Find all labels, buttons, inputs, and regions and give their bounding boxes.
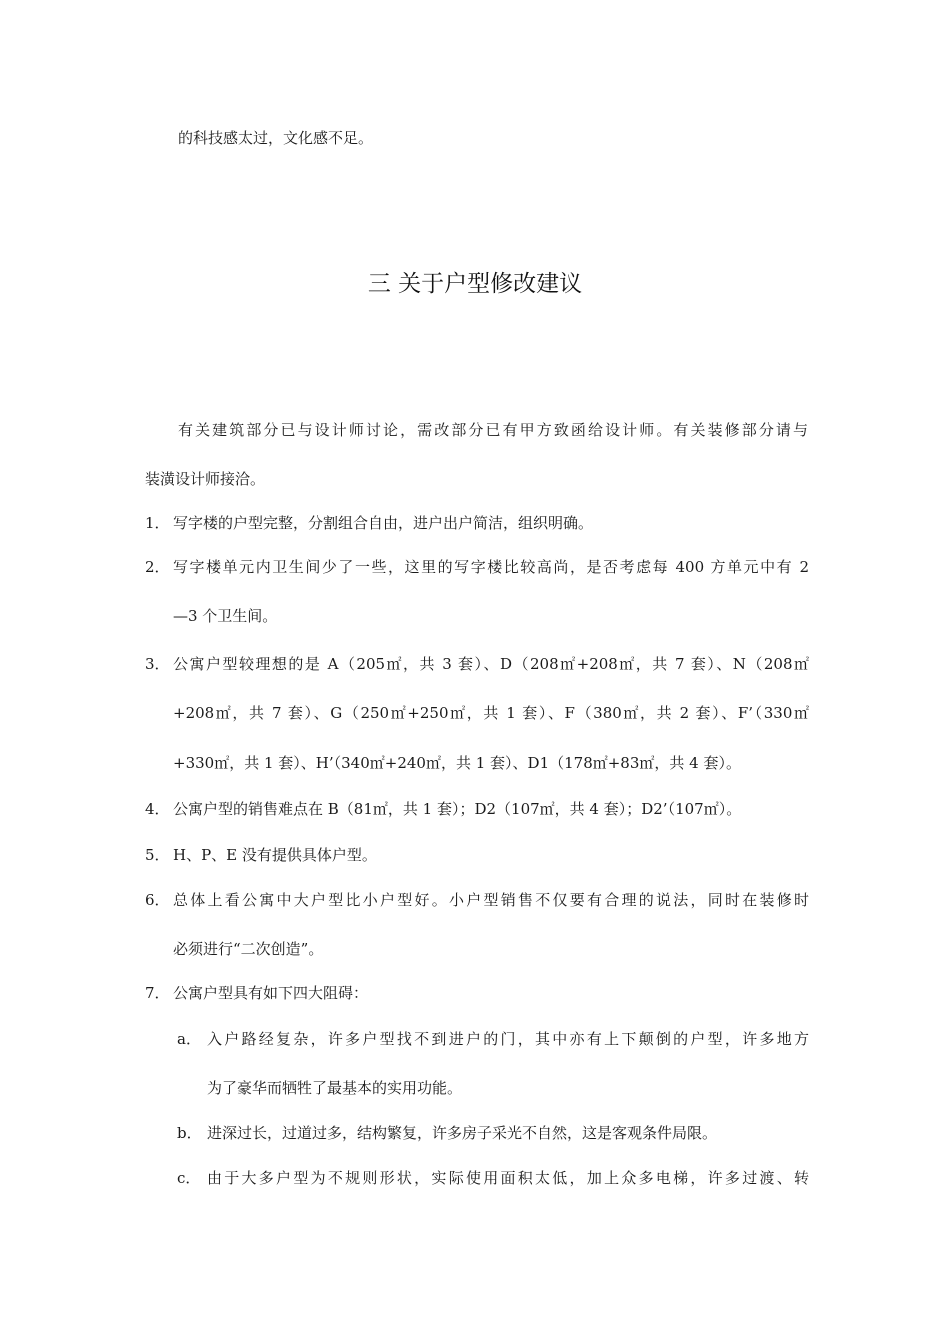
list-item-number: 1． <box>145 514 170 532</box>
list-item-text: 总体上看公寓中大户型比小户型好。小户型销售不仅要有合理的说法，同时在装修时 <box>173 891 809 909</box>
list-item-text: 写字楼的户型完整，分割组合自由，进户出户简洁，组织明确。 <box>173 514 594 532</box>
list-item-text: H、P、E 没有提供具体户型。 <box>173 846 377 864</box>
sub-item-text: 进深过长，过道过多，结构繁复，许多房子采光不自然，这是客观条件局限。 <box>207 1124 718 1142</box>
section-title: 三 关于户型修改建议 <box>367 271 583 297</box>
list-item-text: 公寓户型具有如下四大阻碍： <box>173 984 369 1002</box>
list-item-text: +330㎡，共 1 套）、H’（340㎡+240㎡，共 1 套）、D1（178㎡+83㎡，共 4 套）。 <box>173 754 741 772</box>
intro-tail-text: 的科技感太过，文化感不足。 <box>178 129 374 147</box>
list-item-text: 公寓户型的销售难点在 B（81㎡，共 1 套）；D2（107㎡，共 4 套）；D2’（107㎡）。 <box>173 800 742 818</box>
paragraph-line-2: 装潢设计师接洽。 <box>145 470 266 488</box>
list-item-text: 必须进行“二次创造”。 <box>173 940 324 958</box>
list-item-number: 5． <box>145 846 170 864</box>
list-item-number: 4． <box>145 800 170 818</box>
sub-item-letter: c． <box>177 1169 201 1187</box>
list-item-number: 6． <box>145 891 170 909</box>
list-item-text: +208㎡，共 7 套）、G（250㎡+250㎡，共 1 套）、F（380㎡，共 2 套）、F’（330㎡ <box>173 704 809 722</box>
sub-item-text: 由于大多户型为不规则形状，实际使用面积太低，加上众多电梯，许多过渡、转 <box>207 1169 809 1187</box>
sub-item-text: 入户路经复杂，许多户型找不到进户的门，其中亦有上下颠倒的户型，许多地方 <box>207 1030 809 1048</box>
list-item-number: 3． <box>145 655 170 673</box>
list-item-text: 公寓户型较理想的是 A（205㎡，共 3 套）、D（208㎡+208㎡，共 7 套）、N（208㎡ <box>173 655 809 673</box>
sub-item-text: 为了豪华而牺牲了最基本的实用功能。 <box>207 1079 463 1097</box>
list-item-text: —3 个卫生间。 <box>173 607 278 625</box>
sub-item-letter: a． <box>177 1030 201 1048</box>
paragraph-line-1: 有关建筑部分已与设计师讨论，需改部分已有甲方致函给设计师。有关装修部分请与 <box>178 421 808 439</box>
sub-item-letter: b． <box>177 1124 202 1142</box>
list-item-text: 写字楼单元内卫生间少了一些，这里的写字楼比较高尚，是否考虑每 400 方单元中有 2 <box>173 558 809 576</box>
list-item-number: 7． <box>145 984 170 1002</box>
list-item-number: 2． <box>145 558 170 576</box>
